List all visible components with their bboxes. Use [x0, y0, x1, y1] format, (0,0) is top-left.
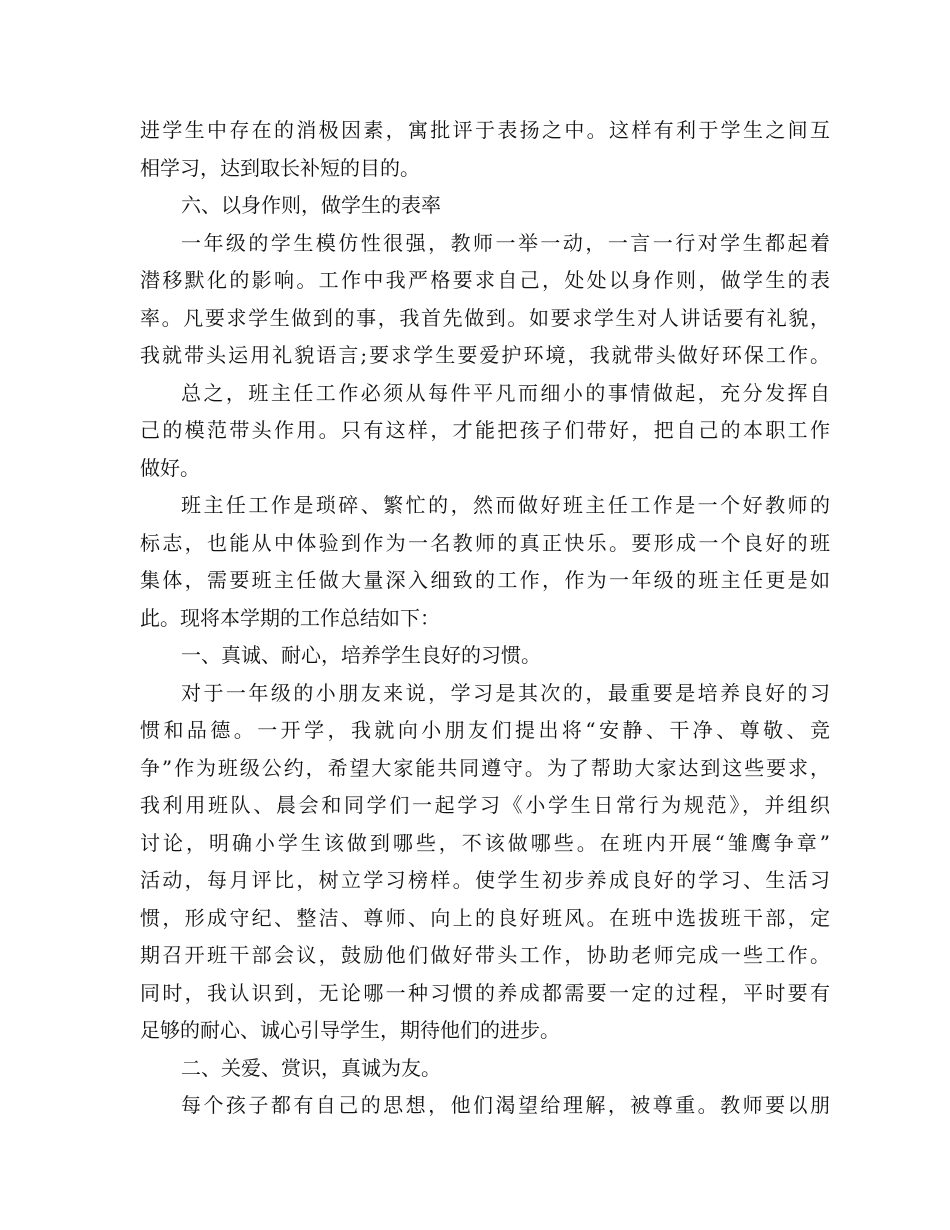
text-line: 对于一年级的小朋友来说，学习是其次的，最重要是培养良好的习 [181, 680, 830, 705]
text-line: 惯，形成守纪、整洁、尊师、向上的良好班风。在班中选拔班干部，定 [140, 905, 830, 930]
text-line: 进学生中存在的消极因素，寓批评于表扬之中。这样有利于学生之间互 [140, 118, 830, 142]
text-line: 做好。 [140, 455, 200, 480]
text-line: 争”作为班级公约，希望大家能共同遵守。为了帮助大家达到这些要求， [140, 755, 830, 780]
text-line: 六、以身作则，做学生的表率 [181, 193, 441, 217]
text-line: 每个孩子都有自己的思想，他们渴望给理解，被尊重。教师要以朋 [181, 1093, 830, 1117]
text-line: 二、关爱、赏识，真诚为友。 [181, 1055, 441, 1080]
text-line: 一、真诚、耐心，培养学生良好的习惯。 [181, 643, 541, 667]
text-line: 集体，需要班主任做大量深入细致的工作，作为一年级的班主任更是如 [140, 568, 830, 592]
text-line: 讨论，明确小学生该做到哪些，不该做哪些。在班内开展“雏鹰争章” [140, 830, 830, 855]
document-body [140, 112, 830, 1125]
text-line: 活动，每月评比，树立学习榜样。使学生初步养成良好的学习、生活习 [140, 868, 830, 892]
text-line: 相学习，达到取长补短的目的。 [140, 155, 420, 180]
text-line: 惯和品德。一开学，我就向小朋友们提出将“安静、干净、尊敬、竞 [140, 718, 830, 742]
text-line: 我就带头运用礼貌语言;要求学生要爱护环境，我就带头做好环保工作。 [140, 343, 830, 367]
text-line: 此。现将本学期的工作总结如下： [140, 605, 440, 630]
text-line: 我利用班队、晨会和同学们一起学习《小学生日常行为规范》，并组织 [140, 793, 830, 817]
text-line: 标志，也能从中体验到作为一名教师的真正快乐。要形成一个良好的班 [140, 530, 830, 555]
text-line: 一年级的学生模仿性很强，教师一举一动，一言一行对学生都起着 [181, 230, 830, 255]
text-line: 足够的耐心、诚心引导学生，期待他们的进步。 [140, 1018, 560, 1042]
text-line: 潜移默化的影响。工作中我严格要求自己，处处以身作则，做学生的表 [140, 268, 830, 292]
text-line: 总之，班主任工作必须从每件平凡而细小的事情做起，充分发挥自 [181, 380, 830, 405]
text-line: 期召开班干部会议，鼓励他们做好带头工作，协助老师完成一些工作。 [140, 943, 830, 967]
text-line: 率。凡要求学生做到的事，我首先做到。如要求学生对人讲话要有礼貌， [140, 305, 830, 330]
text-line: 班主任工作是琐碎、繁忙的，然而做好班主任工作是一个好教师的 [181, 493, 830, 517]
text-line: 同时，我认识到，无论哪一种习惯的养成都需要一定的过程，平时要有 [140, 980, 830, 1005]
text-line: 己的模范带头作用。只有这样，才能把孩子们带好，把自己的本职工作 [140, 418, 830, 442]
